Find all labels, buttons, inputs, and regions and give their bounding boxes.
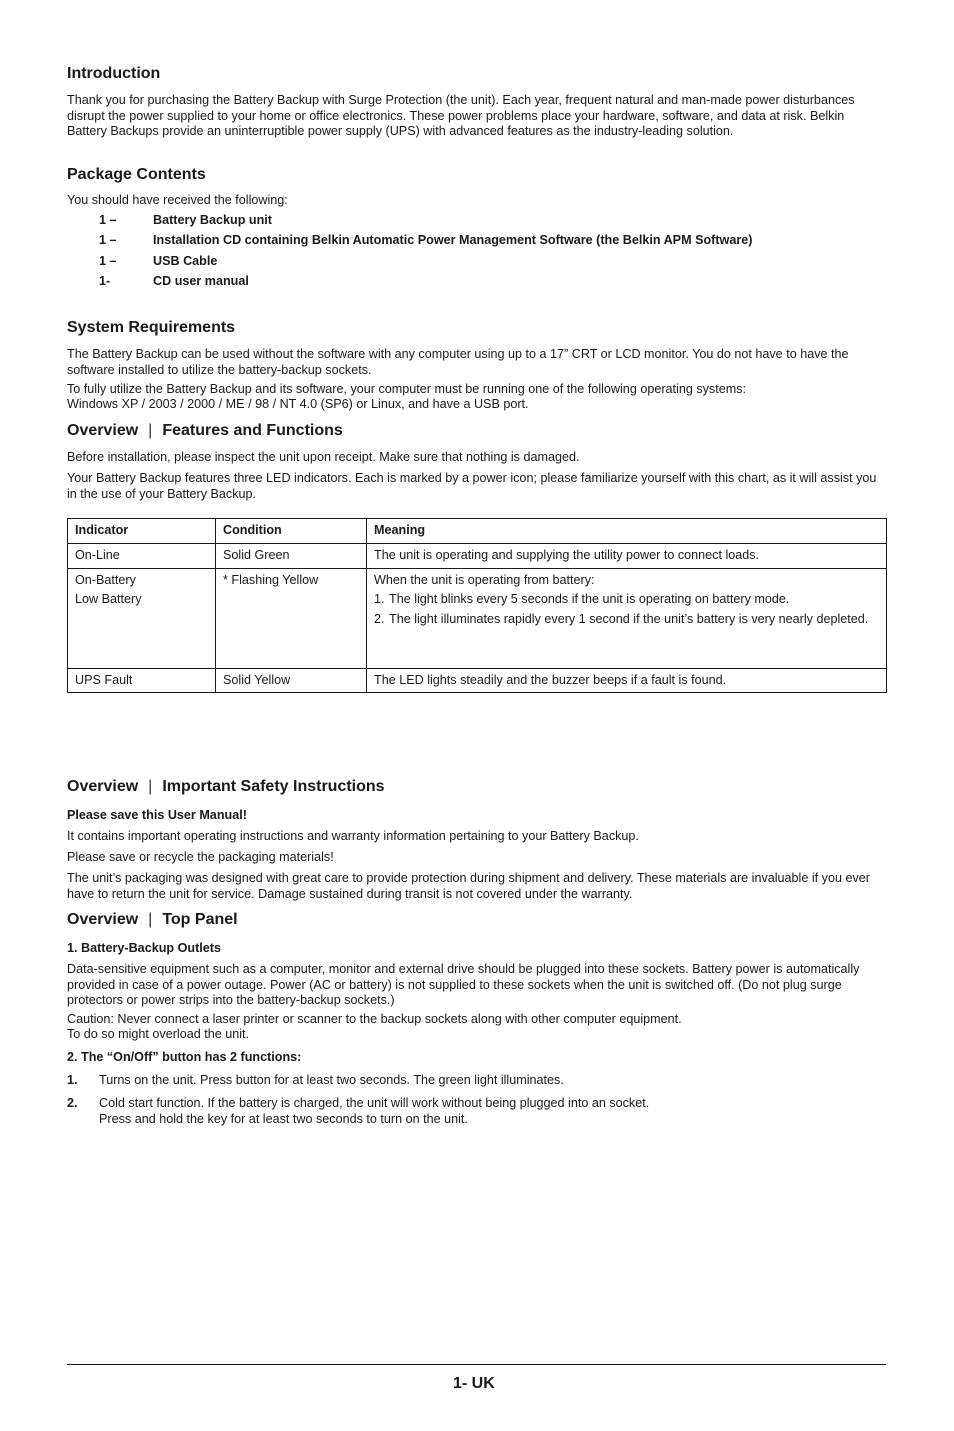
sysreq-heading: System Requirements [67, 319, 236, 336]
list-item: 1 – Installation CD containing Belkin Automatic Power Management Software (the Belkin APM Software) [99, 233, 753, 248]
list-item: 1 – USB Cable [99, 253, 218, 268]
table-row [68, 544, 887, 569]
list-item: 2. Cold start function. If the battery is charged, the unit will work without being plugged into an socket. Press and hold the key for at least two seconds to turn on the unit. [67, 1096, 650, 1126]
safety-para-2: Please save or recycle the packaging materials! [67, 850, 334, 864]
intro-heading: Introduction [67, 65, 161, 82]
table-cell: The LED lights steadily and the buzzer beeps if a fault is found. [367, 668, 887, 693]
list-item: 1. The light blinks every 5 seconds if the unit is operating on battery mode. [374, 592, 790, 606]
features-para-1: Before installation, please inspect the unit upon receipt. Make sure that nothing is damaged. [67, 450, 580, 464]
sysreq-para-2a: To fully utilize the Battery Backup and its software, your computer must be running one of the following operating systems: [67, 382, 747, 396]
table-header: Indicator [68, 519, 216, 544]
led-indicator-table [67, 518, 887, 693]
table-cell: Solid Green [216, 544, 367, 569]
list-item: 1. Turns on the unit. Press button for at least two seconds. The green light illuminates. [67, 1073, 564, 1087]
sysreq-para-1: The Battery Backup can be used without the software with any computer using up to a 17” CRT or LCD monitor. You do not have to have the software installed to utilize the battery-backup sockets. [67, 347, 849, 377]
table-cell: Solid Yellow [216, 668, 367, 693]
list-item: 1- CD user manual [99, 273, 249, 288]
features-heading: Overview | Features and Functions [67, 422, 343, 439]
table-header: Condition [216, 519, 367, 544]
package-lead: You should have received the following: [67, 193, 288, 207]
list-item: 2. The light illuminates rapidly every 1 second if the unit’s battery is very nearly depleted. [374, 611, 869, 626]
top-panel-caution: Caution: Never connect a laser printer or scanner to the backup sockets along with other computer equipment. [67, 1012, 682, 1026]
table-cell: When the unit is operating from battery: 1. The light blinks every 5 seconds if the unit is operating on battery mode. 2. The light illuminates rapidly every 1 second if the unit’s battery is very nearly depleted. [367, 568, 887, 668]
table-cell: On-Battery Low Battery [68, 568, 216, 668]
table-header: Meaning [367, 519, 887, 544]
package-heading: Package Contents [67, 166, 206, 183]
sysreq-para-2b: Windows XP / 2003 / 2000 / ME / 98 / NT 4.0 (SP6) or Linux, and have a USB port. [67, 397, 529, 411]
table-cell: * Flashing Yellow [216, 568, 367, 668]
safety-para-3: The unit’s packaging was designed with great care to provide protection during shipment and delivery. These materials are invaluable if you ever have to return the unit for service. Damage sustained during transit is not covered under the warranty. [67, 871, 870, 901]
table-cell: UPS Fault [68, 668, 216, 693]
list-item: 1 – Battery Backup unit [99, 213, 272, 227]
intro-text: Thank you for purchasing the Battery Backup with Surge Protection (the unit). Each year, frequent natural and man-made power disturbances disrupt the power supplied to your home or office electronics. These power problems place your hardware, software, and data at risk. Belkin Battery Backups provide an uninterruptible power supply (UPS) with advanced features as the industry-leading solution. [67, 93, 855, 138]
safety-heading: Overview | Important Safety Instructions [67, 778, 385, 795]
footer-divider [67, 1364, 886, 1365]
table-row [68, 568, 887, 668]
package-list [67, 213, 752, 294]
table-cell: The unit is operating and supplying the utility power to connect loads. [367, 544, 887, 569]
safety-save-note: Please save this User Manual! [67, 808, 247, 822]
top-panel-subheading-1: 1. Battery-Backup Outlets [67, 941, 221, 955]
top-panel-caution-2: To do so might overload the unit. [67, 1027, 250, 1041]
table-header-row [68, 519, 887, 544]
features-para-2: Your Battery Backup features three LED indicators. Each is marked by a power icon; please familiarize yourself with this chart, as it will assist you in the use of your Battery Backup. [67, 471, 877, 501]
top-panel-heading: Overview | Top Panel [67, 911, 238, 928]
safety-para-1: It contains important operating instructions and warranty information pertaining to your Battery Backup. [67, 829, 639, 843]
top-panel-para-1: Data-sensitive equipment such as a computer, monitor and external drive should be plugged into these sockets. Battery power is automatically provided in case of a power outage. Power (AC or battery) is not supplied to these sockets when the unit is switched off. (Do not plug surge protectors or power strips into the battery-backup sockets.) [67, 962, 860, 1007]
page-number: 1- UK [453, 1375, 495, 1392]
table-cell: On-Line [68, 544, 216, 569]
top-panel-subheading-2: 2. The “On/Off” button has 2 functions: [67, 1050, 302, 1064]
table-row [68, 668, 887, 693]
